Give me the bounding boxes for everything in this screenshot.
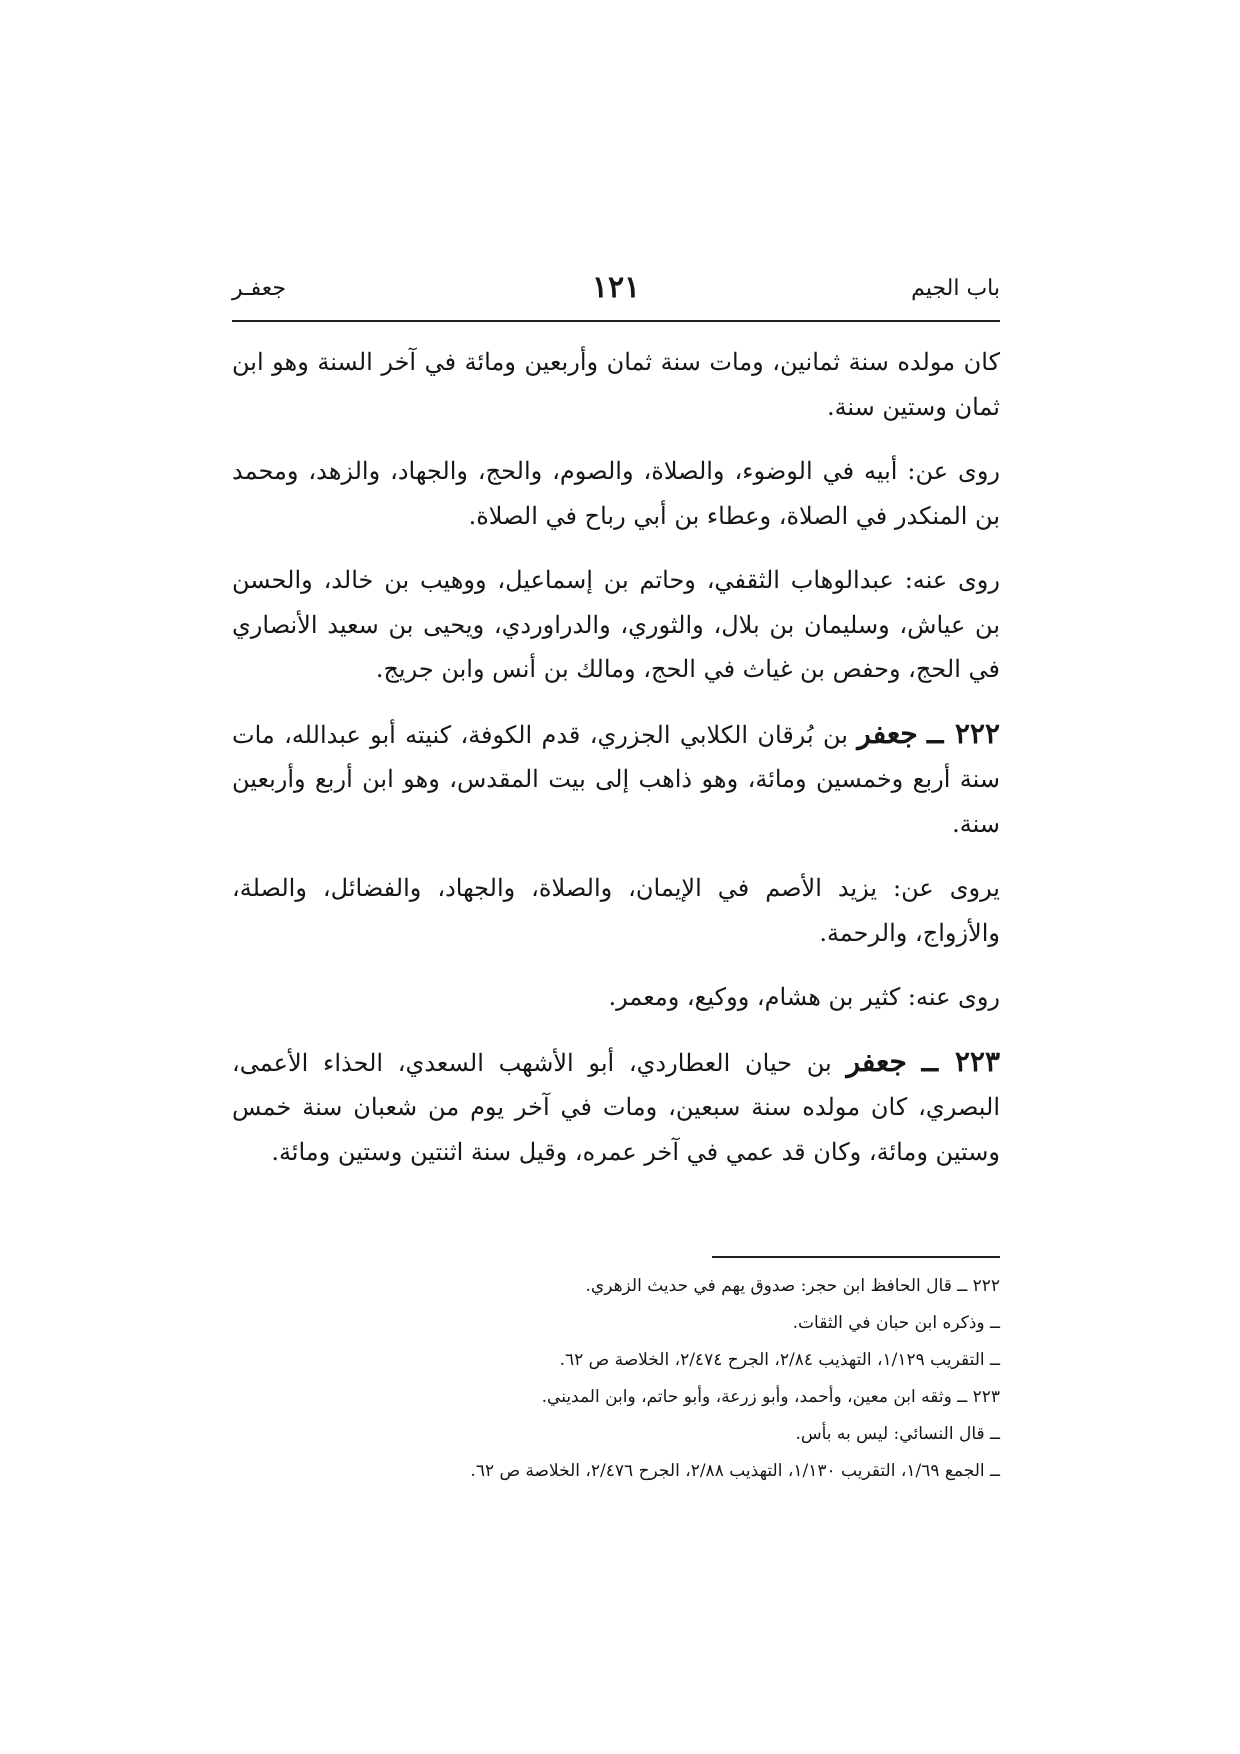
paragraph bbox=[232, 866, 1000, 955]
footnote-line: ــ الجمع ١/٦٩، التقريب ١/١٣٠، التهذيب ٢/٨٨، الجرح ٢/٤٧٦، الخلاصة ص ٦٢. bbox=[470, 1461, 1000, 1481]
paragraph-text: روى عنه: عبدالوهاب الثقفي، وحاتم بن إسماعيل، ووهيب بن خالد، والحسن بن عياش، وسليمان بن بلال، والثوري، والدراوردي، ويحيى بن سعيد الأنصاري في الحج، وحفص بن غياث في الحج، ومالك بن أنس وابن جريج. bbox=[232, 566, 1000, 683]
paragraph bbox=[232, 558, 1000, 692]
entry-number: ٢٢٢ ــ bbox=[927, 716, 1001, 750]
footnote-line: ــ وذكره ابن حبان في الثقات. bbox=[792, 1313, 1000, 1333]
entry-paragraph bbox=[232, 712, 1000, 847]
footnote-line: ٢٢٣ ــ وثقه ابن معين، وأحمد، وأبو زرعة، وأبو حاتم، وابن المديني. bbox=[541, 1387, 1000, 1407]
footnote-rule bbox=[712, 1256, 1000, 1258]
footnote-line: ــ قال النسائي: ليس به بأس. bbox=[795, 1424, 1000, 1444]
paragraph-text: يروى عن: يزيد الأصم في الإيمان، والصلاة، والجهاد، والفضائل، والصلة، والأزواج، والرحمة. bbox=[232, 874, 1000, 947]
footnote-line: ٢٢٢ ــ قال الحافظ ابن حجر: صدوق يهم في حديث الزهري. bbox=[585, 1276, 1000, 1296]
running-header bbox=[232, 270, 1000, 318]
entry-name: جعفر bbox=[857, 716, 918, 750]
footnote-line: ــ التقريب ١/١٢٩، التهذيب ٢/٨٤، الجرح ٢/٤٧٤، الخلاصة ص ٦٢. bbox=[559, 1350, 1000, 1370]
footnotes bbox=[232, 1268, 1000, 1490]
paragraph-text: كان مولده سنة ثمانين، ومات سنة ثمان وأربعين ومائة في آخر السنة وهو ابن ثمان وستين سنة. bbox=[232, 348, 1000, 421]
entry-number: ٢٢٣ ــ bbox=[921, 1044, 1000, 1078]
page-number: ١٢١ bbox=[591, 270, 641, 305]
main-text bbox=[232, 340, 1000, 1194]
entry-paragraph bbox=[232, 1040, 1000, 1175]
header-rule bbox=[232, 320, 1000, 322]
paragraph bbox=[232, 449, 1000, 538]
paragraph-text: روى عن: أبيه في الوضوء، والصلاة، والصوم، والحج، والجهاد، والزهد، ومحمد بن المنكدر في الصلاة، وعطاء بن أبي رباح في الصلاة. bbox=[232, 457, 1000, 530]
paragraph-text: بن حيان العطاردي، أبو الأشهب السعدي، الحذاء الأعمى، البصري، كان مولده سنة سبعين، ومات في آخر يوم من شعبان سنة خمس وستين ومائة، وكان قد عمي في آخر عمره، وقيل سنة اثنتين وستين ومائة. bbox=[232, 1048, 1000, 1166]
paragraph-text: بن بُرقان الكلابي الجزري، قدم الكوفة، كنيته أبو عبدالله، مات سنة أربع وخمسين ومائة، وهو ذاهب إلى بيت المقدس، وهو ابن أربع وأربعين سنة. bbox=[232, 720, 1000, 838]
running-word: جعفـر bbox=[232, 276, 286, 301]
chapter-title: باب الجيم bbox=[911, 276, 1000, 301]
paragraph bbox=[232, 975, 1000, 1020]
entry-name: جعفر bbox=[846, 1044, 907, 1078]
paragraph bbox=[232, 340, 1000, 429]
paragraph-text: روى عنه: كثير بن هشام، ووكيع، ومعمر. bbox=[608, 983, 1000, 1011]
